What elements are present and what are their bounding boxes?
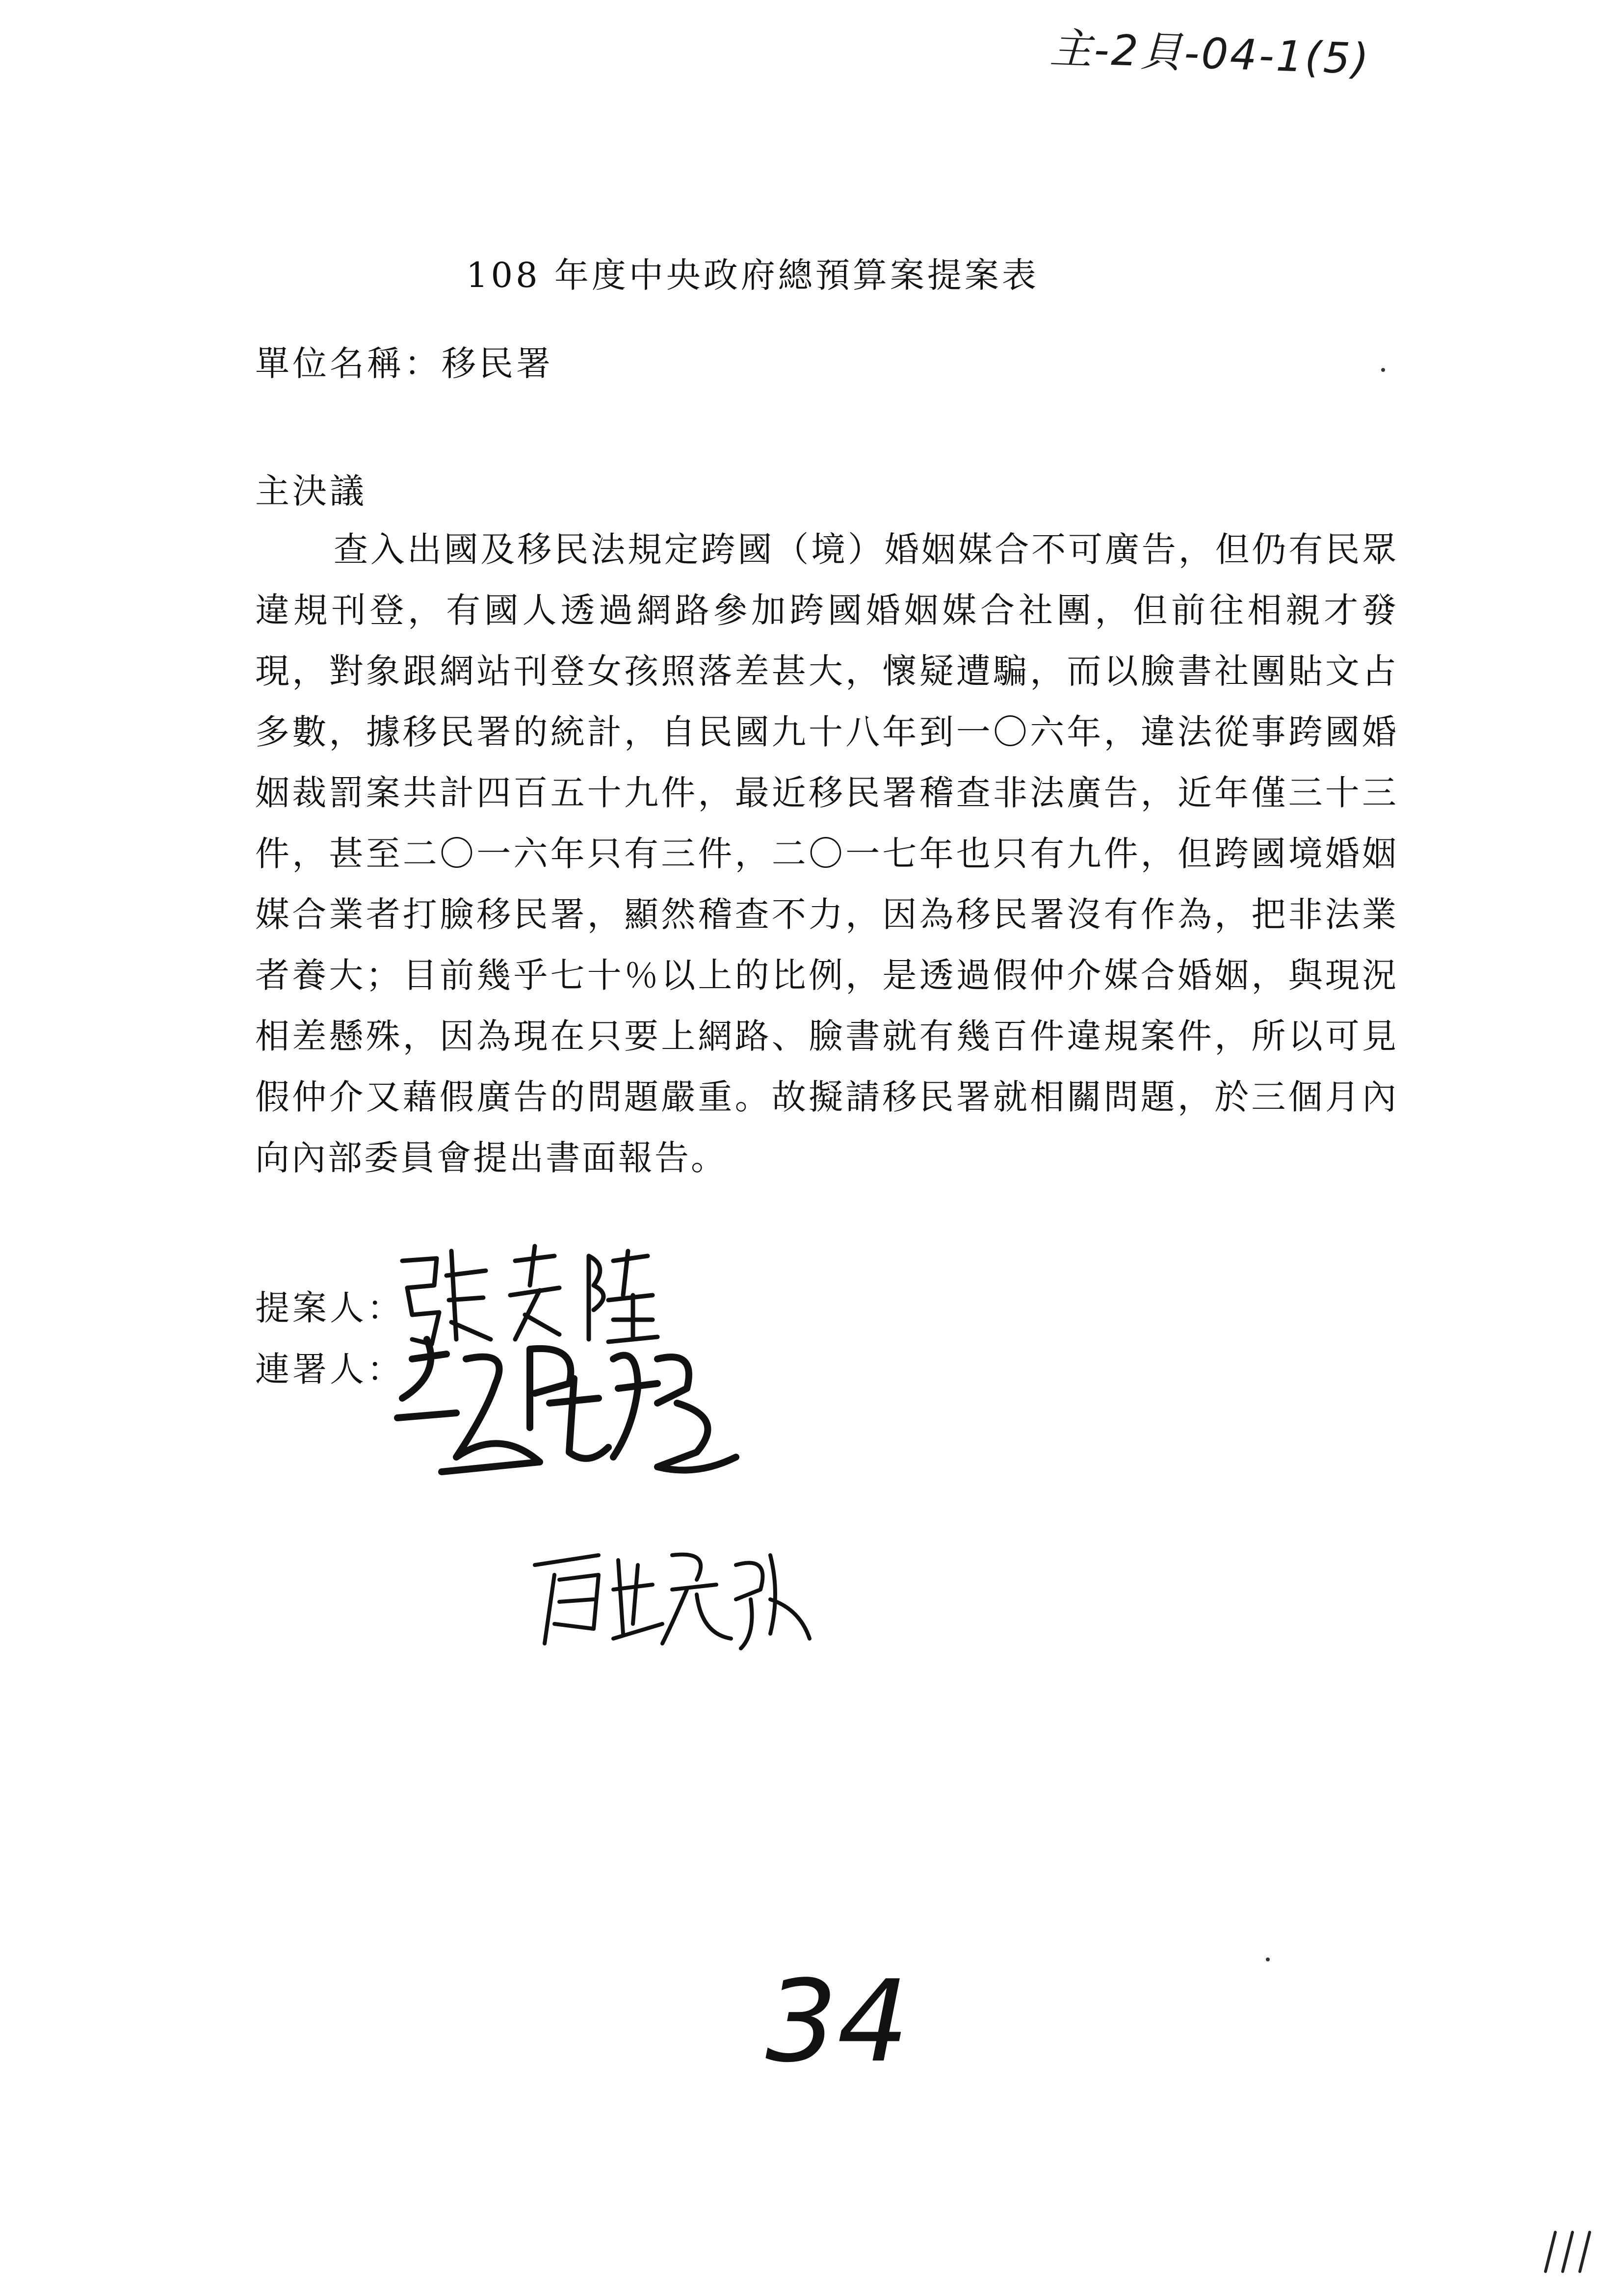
- scan-speck: [1266, 1957, 1270, 1961]
- resolution-body: 查入出國及移民法規定跨國（境）婚姻媒合不可廣告，但仍有民眾違規刊登，有國人透過網路參加跨國婚姻媒合社團，但前往相親才發現，對象跟網站刊登女孩照落差甚大，懷疑遭騙，而以臉書社團貼文占多數，據移民署的統計，自民國九十八年到一〇六年，違法從事跨國婚姻裁罰案共計四百五十九件，最近移民署稽查非法廣告，近年僅三十三件，甚至二〇一六年只有三件，二〇一七年也只有九件，但跨國境婚姻媒合業者打臉移民署，顯然稽查不力，因為移民署沒有作為，把非法業者養大；目前幾乎七十％以上的比例，是透過假仲介媒合婚姻，與現況相差懸殊，因為現在只要上網路、臉書就有幾百件違規案件，所以可見假仲介又藉假廣告的問題嚴重。故擬請移民署就相關問題，於三個月內向內部委員會提出書面報告。: [255, 529, 1398, 1178]
- corner-tally-mark: [1531, 2222, 1604, 2281]
- document-title: 108 年度中央政府總預算案提案表: [466, 255, 1039, 295]
- scan-speck: [1381, 368, 1385, 372]
- cosigner-signature-1: [383, 1330, 756, 1487]
- handwritten-reference-number: 主-2貝-04-1(5): [1049, 24, 1372, 84]
- cosigner-label: 連署人：: [255, 1349, 404, 1389]
- unit-name-line: 單位名稱：移民署: [255, 343, 553, 384]
- section-heading: 主決議: [255, 471, 367, 511]
- page-number-text: 34: [765, 1957, 909, 2087]
- cosigner-signature-2: [525, 1536, 819, 1653]
- page-number: [765, 1957, 942, 2085]
- proposer-label: 提案人：: [255, 1288, 404, 1328]
